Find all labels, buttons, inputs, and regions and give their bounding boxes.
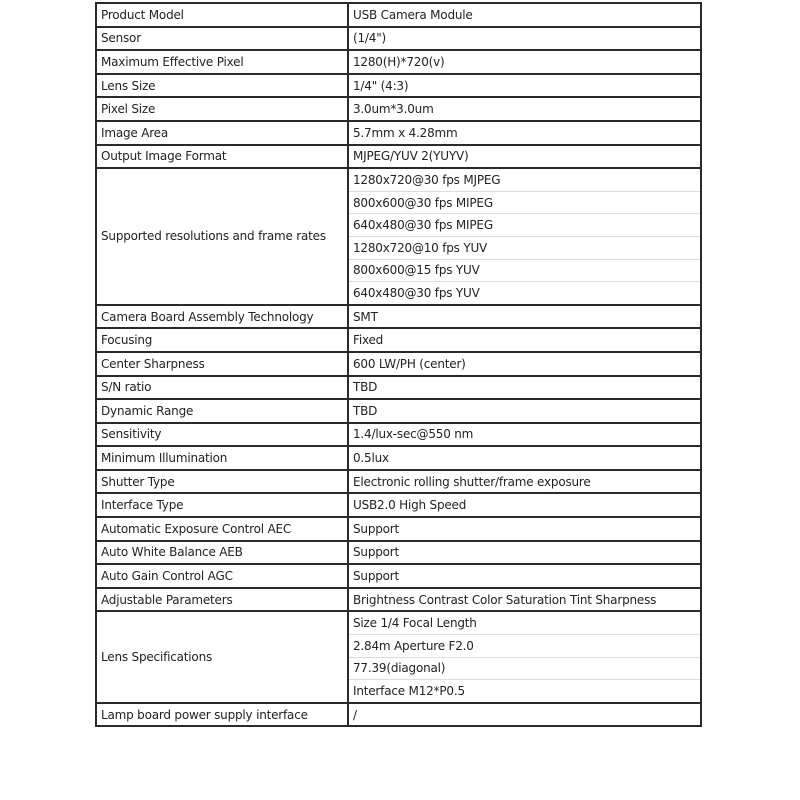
spec-label: S/N ratio [96,376,348,400]
spec-label: Supported resolutions and frame rates [96,168,348,305]
spec-value: USB2.0 High Speed [348,493,701,517]
spec-value: Brightness Contrast Color Saturation Tint Sharpness [348,588,701,612]
table-row [96,470,701,494]
spec-label: Sensor [96,27,348,51]
spec-value: Support [348,541,701,565]
spec-value: 640x480@30 fps YUV [348,282,701,305]
table-row [96,145,701,169]
spec-value: Interface M12*P0.5 [348,680,701,703]
spec-value: Size 1/4 Focal Length [348,611,701,634]
spec-table [95,2,702,727]
table-row [96,305,701,329]
spec-value: 600 LW/PH (center) [348,352,701,376]
spec-value: Support [348,517,701,541]
spec-value: 1280(H)*720(v) [348,50,701,74]
spec-label: Minimum Illumination [96,446,348,470]
spec-label: Center Sharpness [96,352,348,376]
table-row [96,328,701,352]
table-row [96,611,701,634]
spec-label: Camera Board Assembly Technology [96,305,348,329]
table-row [96,376,701,400]
table-row [96,446,701,470]
spec-value: 1.4/lux-sec@550 nm [348,423,701,447]
table-row [96,541,701,565]
spec-value: 5.7mm x 4.28mm [348,121,701,145]
spec-value: 77.39(diagonal) [348,657,701,680]
spec-label: Pixel Size [96,97,348,121]
spec-label: Dynamic Range [96,399,348,423]
spec-value: 1280x720@10 fps YUV [348,236,701,259]
spec-label: Lens Specifications [96,611,348,702]
table-row [96,493,701,517]
spec-label: Lamp board power supply interface [96,703,348,727]
spec-label: Focusing [96,328,348,352]
table-row [96,74,701,98]
table-row [96,588,701,612]
table-row [96,97,701,121]
spec-value: Fixed [348,328,701,352]
table-row [96,121,701,145]
spec-label: Sensitivity [96,423,348,447]
spec-value: 1280x720@30 fps MJPEG [348,168,701,191]
spec-value: SMT [348,305,701,329]
spec-value: 0.5lux [348,446,701,470]
spec-label: Automatic Exposure Control AEC [96,517,348,541]
spec-value: MJPEG/YUV 2(YUYV) [348,145,701,169]
table-row [96,399,701,423]
spec-label: Shutter Type [96,470,348,494]
spec-value: 2.84m Aperture F2.0 [348,635,701,658]
spec-value: Support [348,564,701,588]
spec-value: 800x600@15 fps YUV [348,259,701,282]
spec-value: TBD [348,376,701,400]
spec-label: Auto Gain Control AGC [96,564,348,588]
spec-value: / [348,703,701,727]
table-row [96,517,701,541]
table-row [96,50,701,74]
table-row [96,352,701,376]
table-row [96,168,701,191]
table-row [96,703,701,727]
table-row [96,564,701,588]
spec-label: Lens Size [96,74,348,98]
spec-label: Interface Type [96,493,348,517]
spec-value: 640x480@30 fps MIPEG [348,214,701,237]
spec-value: TBD [348,399,701,423]
spec-label: Adjustable Parameters [96,588,348,612]
spec-value: 1/4" (4:3) [348,74,701,98]
spec-value: (1/4") [348,27,701,51]
spec-value: Electronic rolling shutter/frame exposure [348,470,701,494]
spec-value: USB Camera Module [348,3,701,27]
table-row [96,27,701,51]
table-row [96,423,701,447]
spec-label: Image Area [96,121,348,145]
spec-value: 3.0um*3.0um [348,97,701,121]
spec-label: Maximum Effective Pixel [96,50,348,74]
spec-label: Product Model [96,3,348,27]
spec-label: Output Image Format [96,145,348,169]
table-row [96,3,701,27]
spec-value: 800x600@30 fps MIPEG [348,191,701,214]
spec-label: Auto White Balance AEB [96,541,348,565]
